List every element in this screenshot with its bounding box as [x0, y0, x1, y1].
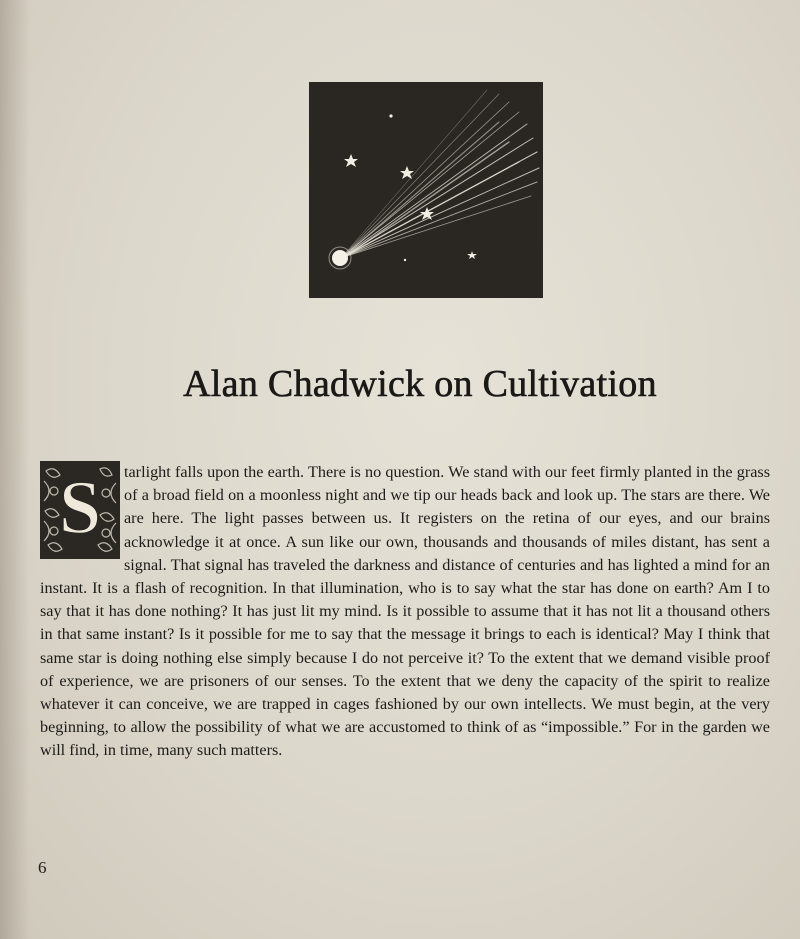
ornamental-dropcap: [40, 461, 120, 559]
floral-initial-s-icon: [40, 461, 120, 559]
page-gutter-shadow: [0, 0, 30, 939]
comet-woodcut-icon: [309, 82, 543, 298]
paragraph-text: tarlight falls upon the earth. There is no question. We stand with our feet firmly planted in the grass of a broad field on a moonless night and we tip our heads back and look up. The stars are there. We are here. The light passes between us. It registers on the retina of our eyes, and our brains acknowledge it at once. A sun like our own, thousands and thousands of miles distant, has sent a signal. That signal has traveled the darkness and distance of centuries and has lighted a mind for an instant. It is a flash of recognition. In that illumination, who is to say what the star has done on earth? Am I to say that it has done nothing? It has just lit my mind. Is it possible to assume that it has not lit a thousand others in that same instant? Is it possible for me to say that the message it brings to each is identical? May I think that same star is doing nothing else simply because I do not perceive it? To the extent that we demand visible proof of experience, we are prisoners of our senses. To the extent that we deny the capacity of the spirit to realize whatever it can conceive, we are trapped in cages fashioned by our own intellects. We must begin, at the very beginning, to allow the possibility of what we are accustomed to think of as “impossible.” For in the garden we will find, in time, many such matters.: [40, 463, 770, 760]
comet-illustration: [309, 82, 543, 298]
page-title: Alan Chadwick on Cultivation: [183, 363, 657, 405]
body-paragraph: [40, 461, 770, 763]
dropcap-letter: S: [58, 466, 102, 550]
page-number: 6: [38, 858, 47, 877]
